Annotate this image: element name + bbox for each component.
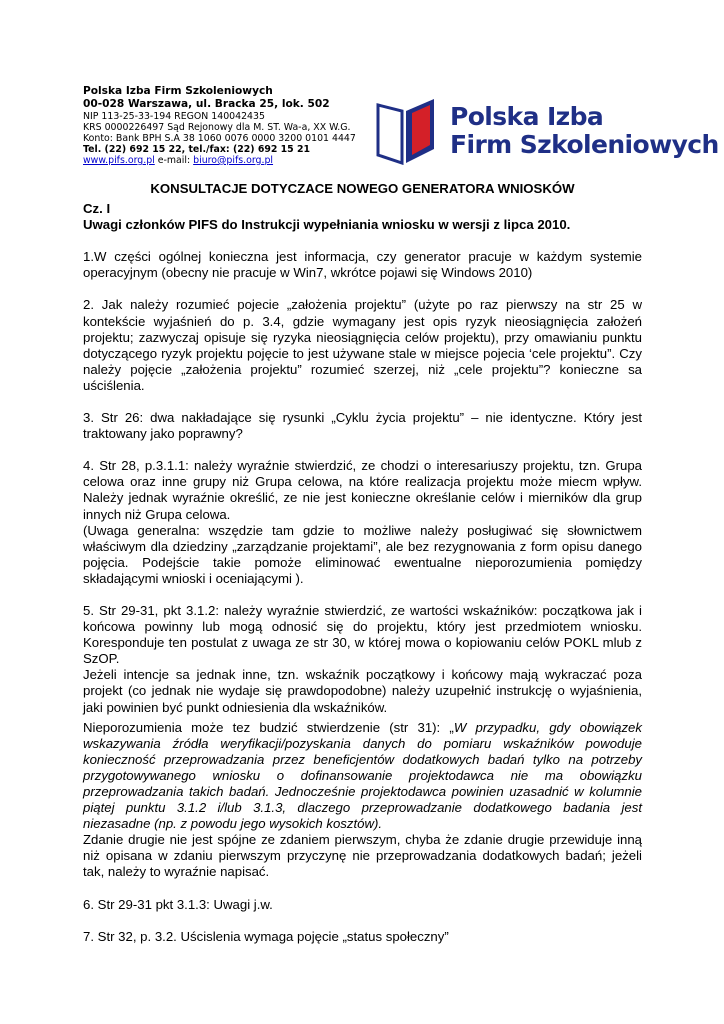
document-subtitle: Uwagi członków PIFS do Instrukcji wypełniania wniosku w wersji z lipca 2010.	[83, 217, 571, 233]
org-name: Polska Izba Firm Szkoleniowych	[83, 85, 273, 97]
logo-wordmark	[450, 103, 719, 159]
paragraph-2: 2. Jak należy rozumieć pojecie „założenia projektu” (użyte po raz pierwszy na str 25 w kontekście wyjaśnień do p. 3.4, gdzie wymagany jest opis ryzyk nieosiągnięcia założeń projektu; zazwyczaj opisuje się ryzyka nieosiągnięcia celów projektu), przy omawianiu punktu dotyczącego ryzyk projektu pojęcie to jest używane stale w miejsce pojecia ‘cele projektu”. Czy należy pojęcie „założenia projektu” rozumieć szerzej, niż „cele projektu”? konieczne sa uściślenia.	[83, 297, 642, 393]
letterhead	[83, 85, 383, 166]
website-link[interactable]: www.pifs.org.pl	[83, 155, 155, 166]
paragraph-4b: (Uwaga generalna: wszędzie tam gdzie to możliwe należy posługiwać się słownictwem właściwym dla dziedziny „zarządzanie projektami”, ale bez rezygnowania z form opisu danego pojęcia. Podejście takie pomoże eliminować ewentualne nieporozumienia pomiędzy składającymi wnioski i oceniającymi ).	[83, 522, 642, 586]
paragraph-6: 6. Str 29-31 pkt 3.1.3: Uwagi j.w.	[83, 896, 273, 912]
phone-fax: Tel. (22) 692 15 22, tel./fax: (22) 692 15 21	[83, 144, 311, 155]
paragraph-1: 1.W części ogólnej konieczna jest informacja, czy generator pracuje w każdym systemie operacyjnym (obecny nie pracuje w Win7, wkrótce pojawi się Windows 2010)	[83, 249, 642, 281]
paragraph-7: 7. Str 32, p. 3.2. Uścislenia wymaga pojęcie „status społeczny”	[83, 928, 449, 944]
nip-regon: NIP 113-25-33-194 REGON 140042435	[83, 111, 265, 122]
document-part: Cz. I	[83, 201, 111, 217]
paragraph-5a: 5. Str 29-31, pkt 3.1.2: należy wyraźnie stwierdzić, ze wartości wskaźników: początkowa jak i końcowa powinny lub mogą odnosić się do projektu, który jest przedmiotem wniosku. Koresponduje ten postulat z uwaga ze str 30, w której mowa o kopiowaniu celów POKL mlub z SzOP.	[83, 602, 642, 667]
document-body	[83, 181, 642, 961]
email-label: e-mail:	[157, 155, 191, 166]
paragraph-5d: Zdanie drugie nie jest spójne ze zdaniem pierwszym, chyba że zdanie drugie przewiduje inną niż opisana w zdaniu pierwszym przyczynę nie przeprowadzania dodatkowych badań; jeżeli tak, należy to wyraźnie napisać.	[83, 832, 642, 880]
document-title: KONSULTACJE DOTYCZACE NOWEGO GENERATORA WNIOSKÓW	[150, 181, 575, 196]
pifs-logo	[372, 93, 719, 165]
contact-line	[83, 155, 383, 166]
book-logo-icon	[372, 93, 444, 165]
paragraph-5b: Jeżeli intencje sa jednak inne, tzn. wskaźnik początkowy i końcowy mają wykraczać poza projekt (co jednak nie wydaje się prawdopodobne) należy uzupełnić instrukcję o wyjaśnienia, jaki powinien być punkt odniesienia dla wskaźników.	[83, 667, 642, 715]
email-link[interactable]: biuro@pifs.org.pl	[193, 155, 274, 166]
bank-account: Konto: Bank BPH S.A 38 1060 0076 0000 3200 0101 4447	[83, 133, 356, 144]
paragraph-5c	[83, 720, 642, 833]
paragraph-3: 3. Str 26: dwa nakładające się rysunki „Cyklu życia projektu” – nie identyczne. Który jest traktowany jako poprawny?	[83, 410, 642, 442]
logo-line-2: Firm Szkoleniowych	[450, 130, 719, 159]
krs: KRS 0000226497 Sąd Rejonowy dla M. ST. Wa-a, XX W.G.	[83, 122, 351, 133]
paragraph-4a: 4. Str 28, p.3.1.1: należy wyraźnie stwierdzić, ze chodzi o interesariuszy projektu, tzn. Grupa celowa oraz inne grupy niż Grupa celowa, na które realizacja projektu może miecm wpływ. Należy jednak wyraźnie określić, ze nie jest konieczne określanie celów i mierników dla grup innych niż Grupa celowa.	[83, 458, 642, 522]
org-address: 00-028 Warszawa, ul. Bracka 25, lok. 502	[83, 98, 330, 110]
paragraph-5c-lead: Nieporozumienia może tez budzić stwierdzenie (str 31): „	[83, 719, 454, 735]
paragraph-5c-quote: W przypadku, gdy obowiązek wskazywania źródła weryfikacji/pozyskania danych do pomiaru wskaźników powoduje konieczność przeprowadzania przez beneficjentów dodatkowych badań tylko na potrzeby przygotowywanego wniosku o dofinansowanie projektodawca nie ma obowiązku przeprowadzania takich badań. Jednocześnie projektodawca powinien uzasadnić w kolumnie piątej punktu 3.1.2 i/lub 3.1.3, dlaczego przeprowadzanie dodatkowego badania jest niezasadne (np. z powodu jego wysokich kosztów).	[83, 719, 642, 832]
logo-line-1: Polska Izba	[450, 102, 604, 131]
